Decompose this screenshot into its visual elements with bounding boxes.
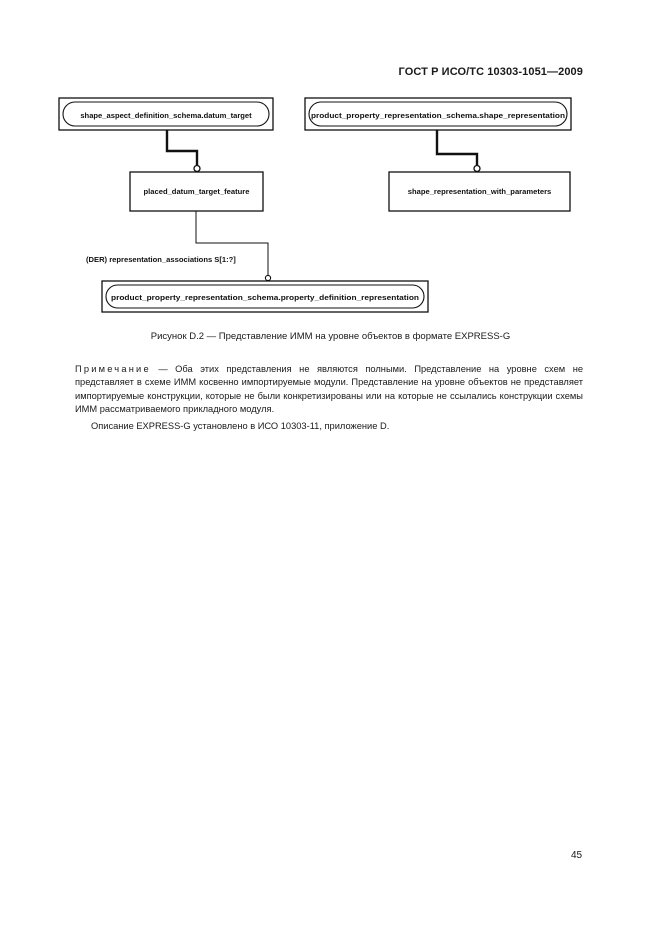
connector-end-circle <box>474 166 480 172</box>
ref-box-shape-representation <box>305 98 571 130</box>
entity-label-shape-representation-with-parameters: shape_representation_with_parameters <box>407 187 552 196</box>
entity-placed-datum-target-feature <box>130 172 263 211</box>
connector-datum-target <box>167 130 197 165</box>
ref-label-datum-target: shape_aspect_definition_schema.datum_target <box>80 111 252 120</box>
ref-box-property-definition-representation <box>102 281 428 312</box>
relation-end-circle <box>265 275 270 280</box>
ref-box-datum-target <box>59 98 273 130</box>
connector-shape-representation <box>437 130 477 165</box>
connector-end-circle <box>194 166 200 172</box>
express-g-diagram <box>0 0 661 330</box>
note-paragraph <box>75 363 583 417</box>
note-label: Примечание <box>75 364 151 374</box>
document-header: ГОСТ Р ИСО/ТС 10303-1051—2009 <box>398 66 583 78</box>
entity-label-placed-datum-target-feature: placed_datum_target_feature <box>143 187 250 196</box>
relation-line <box>196 211 268 275</box>
relation-label: (DER) representation_associations S[1:?] <box>86 255 236 264</box>
entity-shape-representation-with-parameters <box>389 172 570 211</box>
note-text: — Оба этих представления не являются полными. Представление на уровне схем не представляет в схеме ИММ косвенно импортируемые модули. Представление на уровне объектов не представляет импортируемые конструкции, которые не были конкретизированы или на которые не ссылались конструкции схемы ИММ рассматриваемого прикладного модуля. <box>75 364 583 415</box>
page-number: 45 <box>571 850 583 861</box>
ref-label-property-definition-representation: product_property_representation_schema.property_definition_representation <box>111 293 420 302</box>
express-g-reference-paragraph: Описание EXPRESS-G установлено в ИСО 10303-11, приложение D. <box>91 421 390 431</box>
figure-caption: Рисунок D.2 — Представление ИММ на уровне объектов в формате EXPRESS-G <box>150 331 511 342</box>
ref-label-shape-representation: product_property_representation_schema.shape_representation <box>311 111 566 120</box>
